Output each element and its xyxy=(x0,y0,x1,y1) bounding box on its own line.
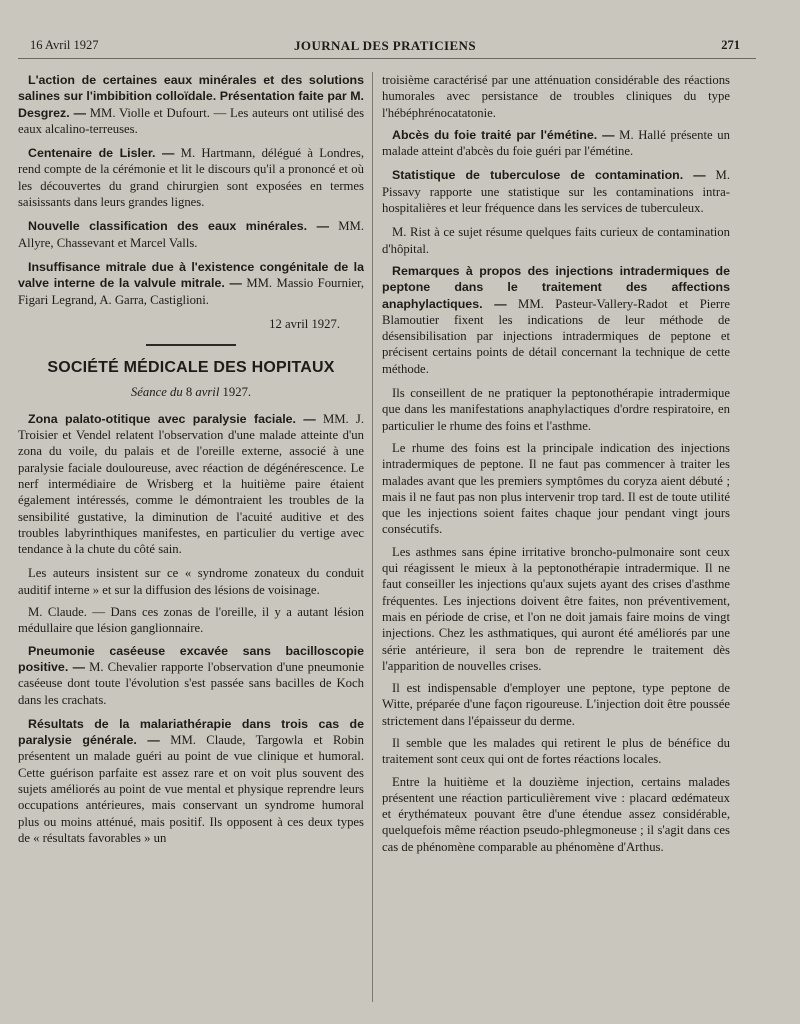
paragraph: troisième caractérisé par une atténuation considérable des réactions humorales avec persistance de troubles cliniques du type l'hébéphrénocatatonie. xyxy=(382,73,730,120)
entry-text: MM. Violle et Dufourt. — Les auteurs ont utilisé des eaux alcalino-terreuses. xyxy=(18,105,365,136)
column-divider xyxy=(372,72,373,1002)
entry-centenaire-lisler xyxy=(18,145,364,210)
paragraph: M. Claude. — Dans ces zonas de l'oreille, il y a autant lésion médullaire que lésion ganglionnaire. xyxy=(18,605,364,636)
header-rule xyxy=(18,58,756,59)
header-date: 16 Avril 1927 xyxy=(30,38,99,52)
entry-text: M. Chevalier rapporte l'observation d'une pneumonie caséeuse dont toute l'évolution s'est passée sans bacilles de Koch dans les crachats. xyxy=(18,659,364,707)
entry-heading: Abcès du foie traité par l'émétine. — xyxy=(392,127,615,142)
paragraph: Les asthmes sans épine irritative broncho-pulmonaire sont ceux qui réagissent le mieux à la peptonothérapie intradermique. Il ne faut conseiller les injections qu'aux sujets ayant des crises d'asthme fréquentes. Les injections doivent être faites, non préventivement, mais en période de crise, et l'on ne doit jamais faire moins de vingt injections. Chez les asthmatiques, qui auront été améliorés par une série antérieure, il sera bon de reprendre le traitement dès l'apparition de nouvelles crises. xyxy=(382,544,730,673)
session-date: 12 avril 1927. xyxy=(269,316,340,331)
entry-text: MM. J. Troisier et Vendel relatent l'observation d'une malade atteinte d'un zona du voile, du palais et de l'oreille externe, associé à une paralysie faciale douloureuse, avec réaction de dégénérescence. Le nerf intermédiaire de Wrisberg et la huitième paire étaient également intéressés, comme le démontraient les troubles de la sensibilité gustative, la diminution de l'acuité auditive et des troubles labyrinthiques manifestes, en particulier du vertige avec tendance à la chute du côté sain. xyxy=(18,411,364,557)
paragraph: Ils conseillent de ne pratiquer la peptonothérapie intradermique que dans les manifestations anaphylactiques d'ordre respiratoire, en particulier le rhume des foins et l'asthme. xyxy=(382,386,730,433)
entry-pneumonie xyxy=(18,643,364,708)
journal-title: JOURNAL DES PRATICIENS xyxy=(294,38,476,53)
entry-text: MM. Pasteur-Vallery-Radot et Pierre Blamoutier fixent les indications de leur méthode de désensibilisation par injections intradermiques de peptone et précisent certains points de détail concernant la technique de cette méthode. xyxy=(382,296,730,376)
section-separator xyxy=(146,344,236,346)
page-header xyxy=(30,38,740,58)
paragraph: Le rhume des foins est la principale indication des injections intradermiques de peptone. Il ne faut pas commencer à traiter les malades avant que les premiers symptômes du coryza aient débuté ; mais il ne faut pas non plus intervenir trop tard. Il est de toute utilité que les injections soient faites chaque jour pendant vingt jours consécutifs. xyxy=(382,440,730,537)
left-column xyxy=(18,72,364,854)
entry-heading: L'action de certaines eaux minérales et des solutions salines sur l'imbibition colloïdale. Présentation faite par M. Desgrez. — xyxy=(18,73,364,120)
paragraph: Il semble que les malades qui retirent le plus de bénéfice du traitement sont ceux qui ont de fortes réactions locales. xyxy=(382,735,730,767)
paragraph: Il est indispensable d'employer une peptone, type peptone de Witte, préparée d'une façon rigoureuse. L'injection doit être poussée strictement dans l'épaisseur du derme. xyxy=(382,681,730,728)
entry-text: MM. Massio Fournier, Figari Legrand, A. Garra, Castiglioni. xyxy=(18,276,364,307)
seance-day: 8 xyxy=(185,385,193,400)
entry-text: MM. Allyre, Chassevant et Marcel Valls. xyxy=(18,219,364,250)
paragraph: M. Rist à ce sujet résume quelques faits curieux de contamination d'hôpital. xyxy=(382,225,730,256)
seance-word: Séance du xyxy=(130,385,183,400)
entry-heading: Pneumonie caséeuse excavée sans bacilloscopie positive. — xyxy=(18,643,364,674)
entry-heading: Remarques à propos des injections intradermiques de peptone dans le traitement des affections anaphylactiques. — xyxy=(382,263,730,311)
paragraph: Les auteurs insistent sur ce « syndrome zonateux du conduit auditif interne » et sur la diffusion des lésions de voisinage. xyxy=(18,566,364,597)
entry-heading: Statistique de tuberculose de contamination. — xyxy=(392,168,706,183)
entry-heading: Résultats de la malariathérapie dans trois cas de paralysie générale. — xyxy=(18,716,364,748)
entry-heading: Nouvelle classification des eaux minérales. — xyxy=(28,219,330,234)
entry-zona xyxy=(18,411,364,558)
seance-month: avril xyxy=(195,385,220,400)
entry-heading: Zona palato-otitique avec paralysie faciale. — xyxy=(28,411,316,426)
entry-heading: Insuffisance mitrale due à l'existence congénitale de la valve interne de la valvule mitrale. — xyxy=(18,259,364,291)
entry-classification-eaux xyxy=(18,218,364,251)
entry-malariatherapie xyxy=(18,716,364,846)
entry-heading: Centenaire de Lisler. — xyxy=(28,146,175,161)
entry-text: MM. Claude, Targowla et Robin présentent un malade guéri au point de vue clinique et humoral. Cette guérison parfaite est assez rare et on voit plus souvent des sujets améliorés au point de vue mental et physique reprendre leurs occupations antérieures, mais conservant un syndrome humoral plus ou moins atténué, mais positif. Ils opposent à ces deux types de « résultats favorables » un xyxy=(18,733,364,845)
entry-insuffisance-mitrale xyxy=(18,259,364,308)
entry-text: M. Pissavy rapporte une statistique sur les contaminations intra-hospitalières et leur fréquence dans les services de tuberculeux. xyxy=(382,168,730,216)
entry-injections-peptone xyxy=(382,263,730,377)
entry-text: M. Hallé présente un malade atteint d'abcès du foie guéri par l'émétine. xyxy=(382,127,730,159)
seance-line xyxy=(18,384,364,400)
page-number: 271 xyxy=(721,38,740,52)
entry-eaux-minerales xyxy=(18,72,364,137)
right-column xyxy=(382,72,730,861)
section-title: SOCIÉTÉ MÉDICALE DES HOPITAUX xyxy=(47,359,335,377)
entry-text: M. Hartmann, délégué à Londres, rend compte de la cérémonie et lit le discours qu'il a prononcé et où les découvertes du grand chirurgien sont exposées en termes saisissants dans leurs grandes lignes. xyxy=(18,146,364,210)
paragraph: Entre la huitième et la douzième injection, certains malades présentent une réaction particulièrement vive : placard œdémateux et érythémateux pouvant être d'une étendue assez considérable, quelquefois même réaction pseudo-phlegmoneuse ; il s'agit dans ces cas de phénomène comparable au phénomène d'Arthus. xyxy=(382,774,730,854)
entry-abces-foie xyxy=(382,127,730,160)
seance-year: 1927. xyxy=(222,385,252,400)
entry-statistique-tuberculose xyxy=(382,167,730,216)
